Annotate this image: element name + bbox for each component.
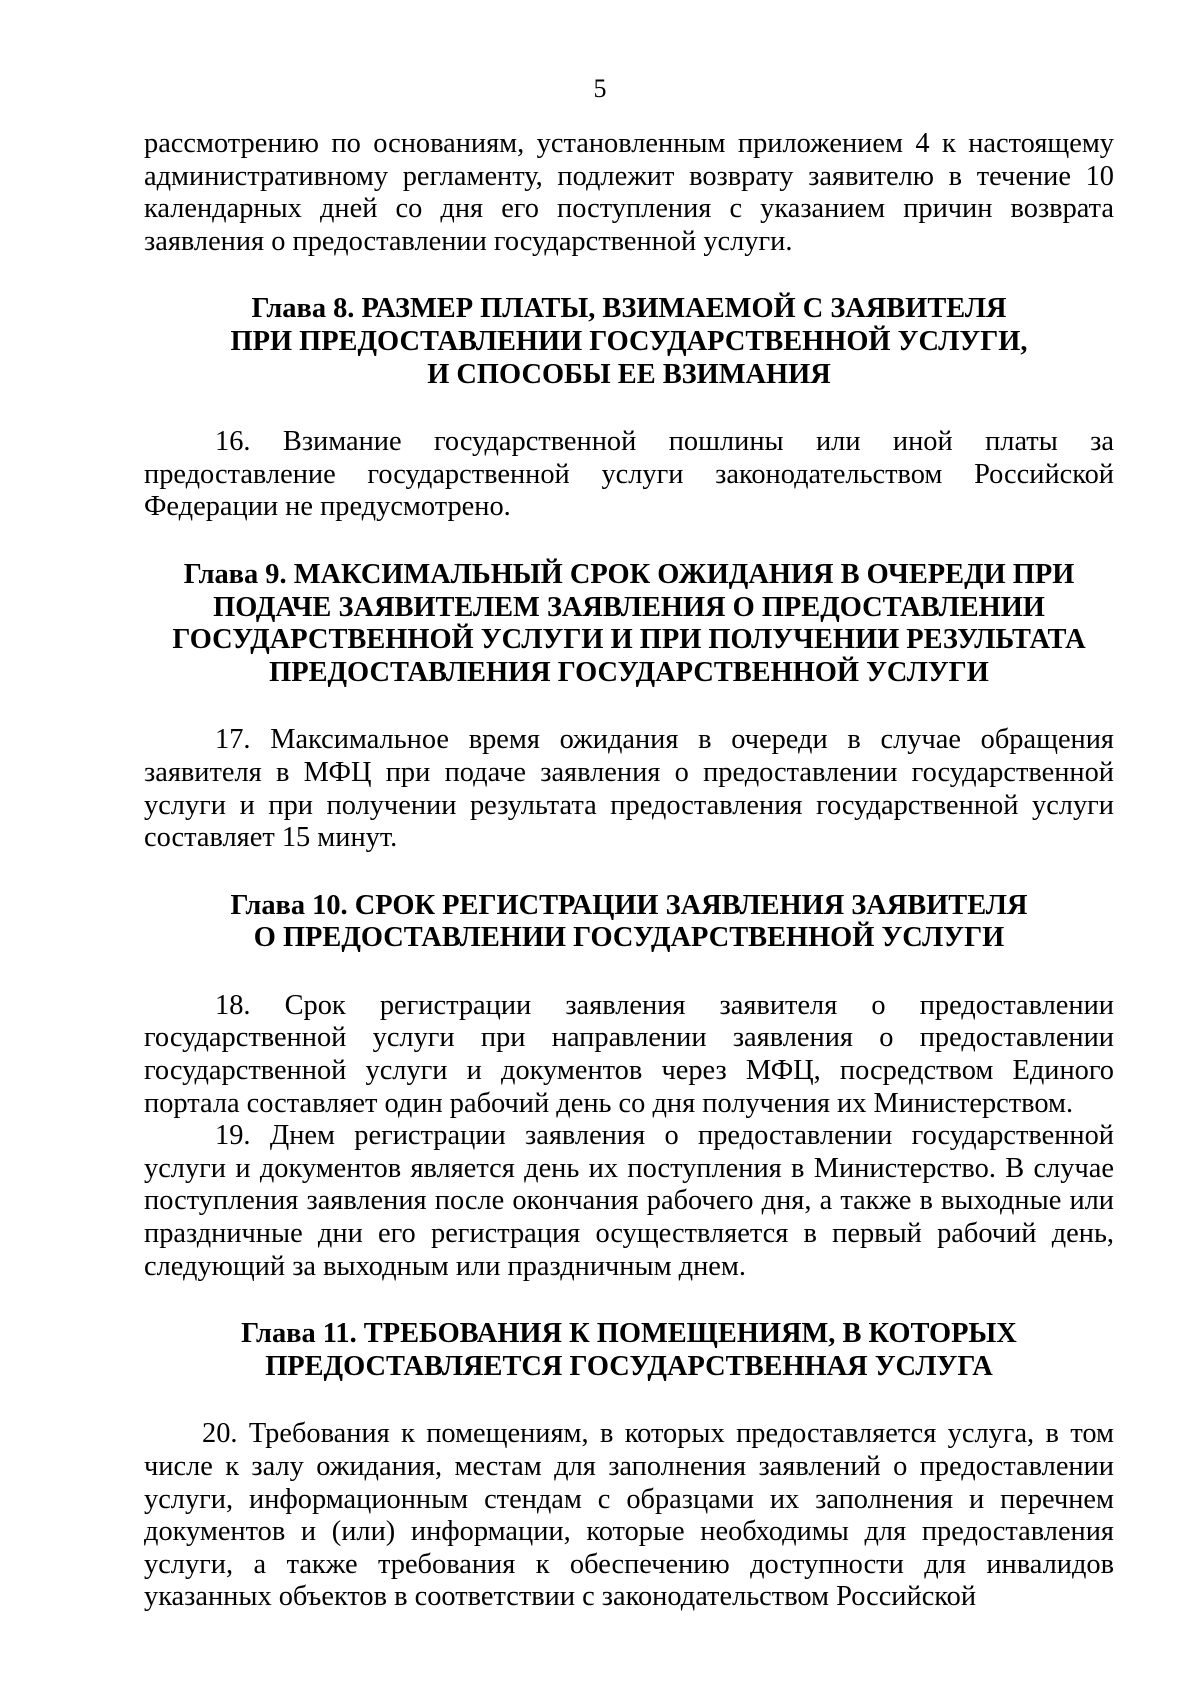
paragraph-19: 19. Днем регистрации заявления о предоставлении государственной услуги и документов является день их поступления в Министерство. В случае поступления заявления после окончания рабочего дня, а также в выходные или праздничные дни его регистрация осуществляется в первый рабочий день, следующий за выходным или праздничным днем. bbox=[144, 1120, 1114, 1282]
paragraph-17: 17. Максимальное время ожидания в очереди в случае обращения заявителя в МФЦ при подаче заявления о предоставлении государственной услуги и при получении результата предоставления государственной услуги составляет 15 минут. bbox=[144, 724, 1114, 854]
heading-line: ПРЕДОСТАВЛЯЕТСЯ ГОСУДАРСТВЕННАЯ УСЛУГА bbox=[265, 1350, 993, 1382]
heading-line: О ПРЕДОСТАВЛЕНИИ ГОСУДАРСТВЕННОЙ УСЛУГИ bbox=[253, 922, 1005, 954]
paragraph-20: 20. Требования к помещениям, в которых предоставляется услуга, в том числе к залу ожидания, местам для заполнения заявлений о предоставлении услуги, информационным стендам с образцами их заполнения и перечнем документов и (или) информации, которые необходимы для предоставления услуги, а также требования к обеспечению доступности для инвалидов указанных объектов в соответствии с законодательством Российской bbox=[144, 1418, 1114, 1613]
heading-line: Глава 9. МАКСИМАЛЬНЫЙ СРОК ОЖИДАНИЯ В ОЧЕРЕДИ ПРИ bbox=[183, 558, 1075, 590]
paragraph-16: 16. Взимание государственной пошлины или иной платы за предоставление государственной услуги законодательством Российской Федерации не предусмотрено. bbox=[144, 426, 1114, 523]
paragraph-continuation: рассмотрению по основаниям, установленным приложением 4 к настоящему административному регламенту, подлежит возврату заявителю в течение 10 календарных дней со дня его поступления с указанием причин возврата заявления о предоставлении государственной услуги. bbox=[144, 128, 1114, 257]
heading-line: И СПОСОБЫ ЕЕ ВЗИМАНИЯ bbox=[427, 358, 831, 390]
chapter-10-heading bbox=[144, 890, 1114, 955]
heading-line: ПОДАЧЕ ЗАЯВИТЕЛЕМ ЗАЯВЛЕНИЯ О ПРЕДОСТАВЛЕНИИ bbox=[213, 591, 1045, 623]
heading-line: Глава 10. СРОК РЕГИСТРАЦИИ ЗАЯВЛЕНИЯ ЗАЯВИТЕЛЯ bbox=[230, 889, 1028, 921]
chapter-9-heading bbox=[144, 559, 1114, 689]
page-number: 5 bbox=[593, 74, 607, 103]
heading-line: Глава 11. ТРЕБОВАНИЯ К ПОМЕЩЕНИЯМ, В КОТОРЫХ bbox=[241, 1318, 1017, 1350]
heading-line: ПРИ ПРЕДОСТАВЛЕНИИ ГОСУДАРСТВЕННОЙ УСЛУГИ, bbox=[230, 325, 1028, 357]
heading-line: ГОСУДАРСТВЕННОЙ УСЛУГИ И ПРИ ПОЛУЧЕНИИ РЕЗУЛЬТАТА bbox=[172, 624, 1086, 656]
paragraph-18: 18. Срок регистрации заявления заявителя о предоставлении государственной услуги при направлении заявления о предоставлении государственной услуги и документов через МФЦ, посредством Единого портала составляет один рабочий день со дня получения их Министерством. bbox=[144, 989, 1114, 1119]
chapter-11-heading bbox=[144, 1318, 1114, 1383]
chapter-8-heading bbox=[144, 293, 1114, 391]
heading-line: Глава 8. РАЗМЕР ПЛАТЫ, ВЗИМАЕМОЙ С ЗАЯВИТЕЛЯ bbox=[251, 293, 1007, 325]
document-body bbox=[144, 128, 1114, 1614]
heading-line: ПРЕДОСТАВЛЕНИЯ ГОСУДАРСТВЕННОЙ УСЛУГИ bbox=[269, 656, 989, 688]
